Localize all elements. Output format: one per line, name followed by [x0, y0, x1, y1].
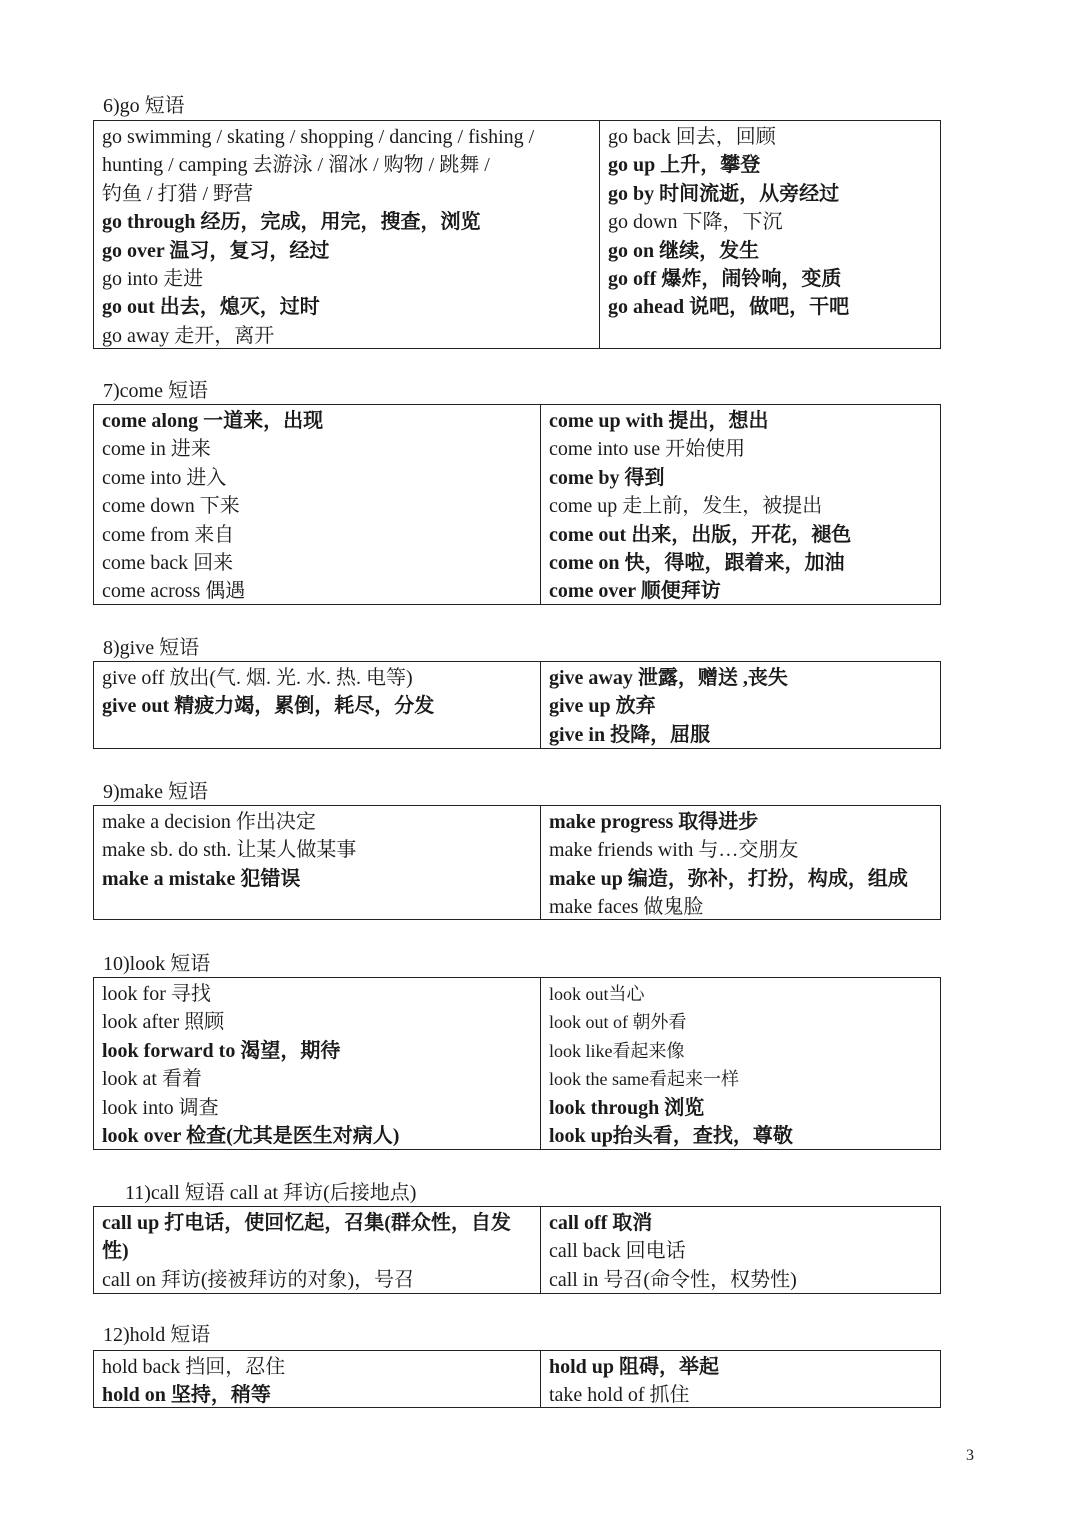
phrase-line: go swimming / skating / shopping / dancing / fishing / [102, 126, 535, 148]
give-right-column [541, 662, 940, 748]
phrase-line: call in 号召(命令性，权势性) [549, 1268, 797, 1291]
phrase-line: look after 照顾 [102, 1011, 225, 1034]
phrase-line: come back 回来 [102, 552, 234, 575]
phrase-line: go off 爆炸，闹铃响，变质 [608, 268, 842, 291]
give-left-column [94, 662, 541, 748]
phrase-line: go up 上升，攀登 [608, 154, 761, 177]
phrase-line: look like看起来像 [549, 1040, 685, 1061]
phrase-line: make up 编造，弥补，打扮，构成，组成 [549, 867, 908, 890]
page-number: 3 [966, 1447, 974, 1464]
phrase-line: look out of 朝外看 [549, 1012, 687, 1033]
call-left-column [94, 1207, 541, 1293]
phrase-line: come into 进入 [102, 466, 227, 489]
phrase-line: go through 经历，完成，用完，搜查，浏览 [102, 211, 481, 234]
phrase-line: go by 时间流逝，从旁经过 [608, 182, 840, 205]
phrase-line: look at 看着 [102, 1068, 202, 1091]
phrase-line: come by 得到 [549, 466, 665, 489]
look-phrase-table [93, 977, 941, 1150]
phrase-line: come across 偶遇 [102, 580, 246, 603]
make-right-column [541, 806, 940, 919]
phrase-line: make a decision 作出决定 [102, 811, 316, 833]
phrase-line: come over 顺便拜访 [549, 580, 721, 603]
phrase-line: hold back 挡回，忍住 [102, 1356, 286, 1378]
phrase-line: go out 出去，熄灭，过时 [102, 296, 320, 319]
phrase-line: look out当心 [549, 984, 645, 1004]
go-left-column [94, 121, 600, 348]
go-phrase-table [93, 120, 941, 349]
call-phrase-table [93, 1206, 941, 1294]
phrase-line: make sb. do sth. 让某人做某事 [102, 839, 357, 862]
come-section-title: 7)come 短语 [103, 380, 208, 402]
phrase-line: make progress 取得进步 [549, 811, 759, 833]
come-right-column [541, 405, 940, 604]
phrase-line: call off 取消 [549, 1212, 653, 1234]
phrase-line: give up 放弃 [549, 695, 656, 718]
phrase-line: look up抬头看，查找，尊敬 [549, 1125, 793, 1148]
make-phrase-table [93, 805, 941, 920]
phrase-line: go down 下降，下沉 [608, 211, 783, 234]
phrase-line: go on 继续，发生 [608, 239, 760, 262]
phrase-line: 钓鱼 / 打猎 / 野营 [102, 182, 254, 205]
call-right-column [541, 1207, 940, 1293]
look-right-column [541, 978, 940, 1149]
phrase-line: look over 检查(尤其是医生对病人) [102, 1125, 400, 1148]
phrase-line: hold up 阻碍，举起 [549, 1356, 720, 1378]
give-phrase-table [93, 661, 941, 749]
phrase-line: give away 泄露，赠送 ,丧失 [549, 667, 788, 689]
make-left-column [94, 806, 541, 919]
phrase-line: come out 出来，出版，开花，褪色 [549, 523, 852, 546]
phrase-line: come on 快，得啦，跟着来，加油 [549, 552, 845, 575]
give-section-title: 8)give 短语 [103, 637, 200, 659]
phrase-line: look the same看起来一样 [549, 1069, 739, 1090]
phrase-line: come up 走上前，发生，被提出 [549, 495, 823, 518]
phrase-line: call up 打电话，使回忆起，召集(群众性，自发性) [102, 1212, 511, 1263]
hold-phrase-table [93, 1350, 941, 1408]
make-section-title: 9)make 短语 [103, 781, 208, 803]
phrase-line: look for 寻找 [102, 983, 211, 1005]
look-section-title: 10)look 短语 [103, 953, 211, 975]
go-right-column [600, 121, 940, 348]
phrase-line: go back 回去，回顾 [608, 126, 776, 148]
phrase-line: give off 放出(气. 烟. 光. 水. 热. 电等) [102, 667, 413, 689]
phrase-line: go over 温习，复习，经过 [102, 239, 330, 262]
phrase-line: hunting / camping 去游泳 / 溜冰 / 购物 / 跳舞 / [102, 154, 490, 177]
phrase-line: call back 回电话 [549, 1240, 686, 1263]
come-left-column [94, 405, 541, 604]
phrase-line: take hold of 抓住 [549, 1384, 690, 1407]
phrase-line: make faces 做鬼脸 [549, 896, 704, 919]
phrase-line: look into 调查 [102, 1096, 219, 1119]
go-section-title: 6)go 短语 [103, 95, 185, 117]
phrase-line: look forward to 渴望，期待 [102, 1039, 341, 1062]
phrase-line: look through 浏览 [549, 1096, 705, 1119]
call-section-title: 11)call 短语 call at 拜访(后接地点) [125, 1182, 417, 1204]
phrase-line: come up with 提出，想出 [549, 410, 769, 432]
phrase-line: give in 投降，屈服 [549, 723, 711, 746]
come-phrase-table [93, 404, 941, 605]
hold-left-column [94, 1351, 541, 1407]
phrase-line: go into 走进 [102, 268, 204, 291]
phrase-line: hold on 坚持，稍等 [102, 1384, 271, 1407]
phrase-line: come into use 开始使用 [549, 438, 746, 461]
phrase-line: come in 进来 [102, 438, 211, 461]
phrase-line: make friends with 与…交朋友 [549, 839, 799, 862]
look-left-column [94, 978, 541, 1149]
hold-right-column [541, 1351, 940, 1407]
phrase-line: come along 一道来，出现 [102, 410, 324, 432]
phrase-line: give out 精疲力竭，累倒，耗尽，分发 [102, 695, 435, 718]
hold-section-title: 12)hold 短语 [103, 1324, 211, 1346]
phrase-line: go away 走开，离开 [102, 324, 275, 347]
phrase-line: call on 拜访(接被拜访的对象)，号召 [102, 1268, 415, 1291]
phrase-line: come down 下来 [102, 495, 240, 518]
phrase-line: come from 来自 [102, 523, 235, 546]
phrase-line: go ahead 说吧，做吧，干吧 [608, 296, 850, 319]
phrase-line: make a mistake 犯错误 [102, 867, 301, 890]
